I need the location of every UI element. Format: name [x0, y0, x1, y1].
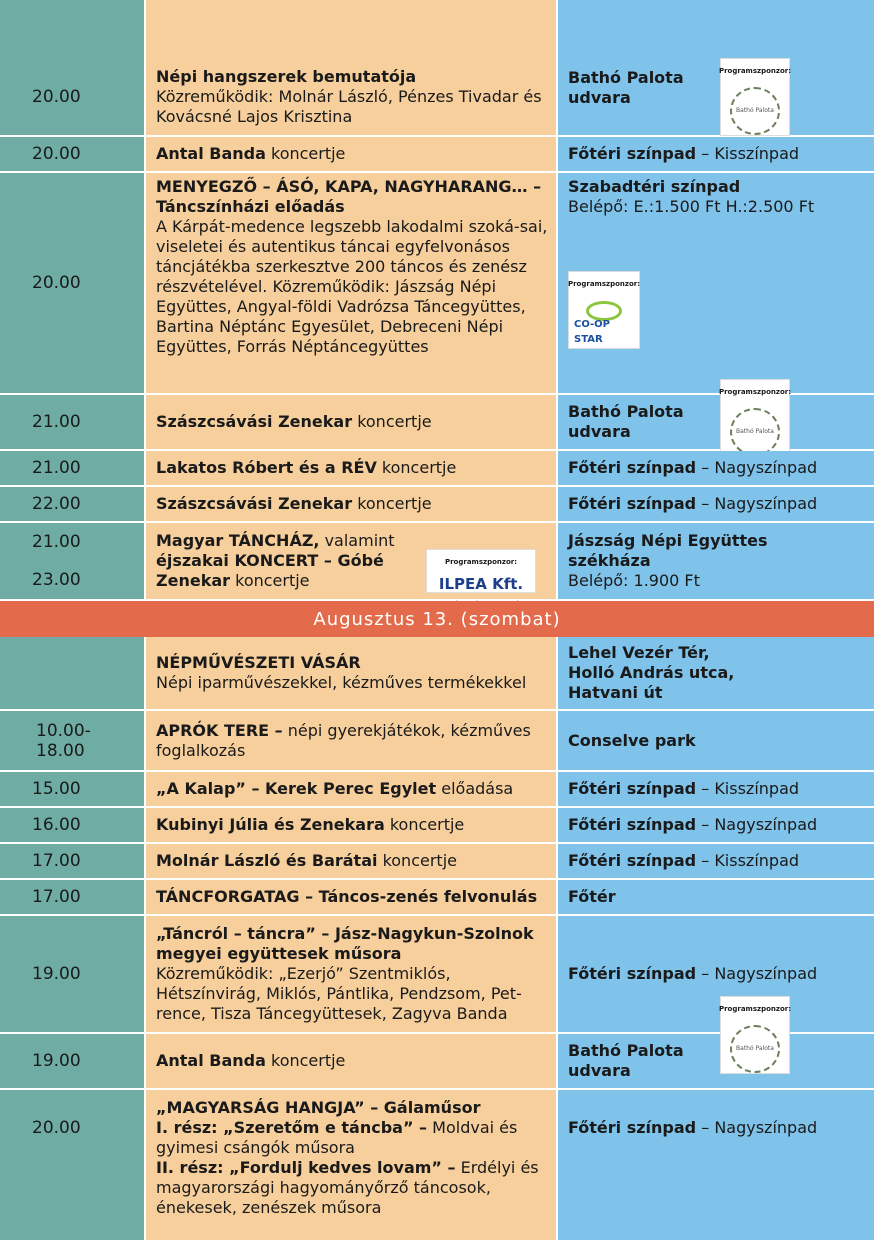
event-title: APRÓK TERE –	[156, 720, 283, 740]
place-name: Főtéri színpad	[568, 458, 697, 477]
event-part-1-title: I. rész: „Szeretőm e táncba” –	[156, 1118, 428, 1137]
place-name: Főtéri színpad	[568, 1118, 697, 1137]
place-name: Bathó Palota udvara	[568, 1041, 684, 1080]
time-cell	[0, 916, 146, 1032]
place-name: Főtéri színpad	[568, 851, 697, 870]
place-detail: – Kisszínpad	[696, 851, 800, 870]
table-row	[0, 880, 874, 916]
time-text: 15.00	[32, 779, 81, 799]
time-cell	[0, 880, 146, 914]
place-detail: – Nagyszínpad	[696, 1118, 818, 1137]
time-cell	[0, 451, 146, 485]
time-cell	[0, 711, 146, 770]
event-title: Molnár László és Barátai	[156, 851, 378, 870]
table-row	[0, 711, 874, 772]
event-description: koncertje	[376, 458, 457, 477]
place-detail: – Nagyszínpad	[696, 494, 818, 513]
sponsor-name: Bathó Palota	[736, 107, 774, 114]
event-title: Magyar TÁNCHÁZ,	[156, 531, 320, 550]
time-cell	[0, 137, 146, 171]
wreath-icon	[730, 87, 780, 135]
event-title: „Táncról – táncra” – Jász-Nagykun-Szolnok megyei együttesek műsora	[156, 924, 534, 963]
event-title: Népi hangszerek bemutatója	[156, 67, 417, 86]
event-cell	[146, 173, 558, 393]
time-cell	[0, 1090, 146, 1240]
place-cell	[558, 772, 874, 806]
sponsor-logo-batho	[720, 996, 790, 1074]
sponsor-logo-coop	[568, 271, 640, 349]
event-description-2: koncertje	[230, 571, 310, 590]
time-text: 19.00	[32, 964, 81, 984]
time-cell	[0, 772, 146, 806]
place-name: Főtéri színpad	[568, 779, 697, 798]
time-cell	[0, 395, 146, 449]
event-description: Közreműködik: „Ezerjó” Szentmiklós, Hétszínvirág, Miklós, Pántlika, Pendzsom, Pet-rence, Tisza Táncegyüttesek, Zagyva Banda	[156, 964, 522, 1023]
sponsor-label: Programszponzor:	[567, 280, 641, 288]
event-description: koncertje	[265, 144, 346, 163]
event-part-2-title: II. rész: „Fordulj kedves lovam” –	[156, 1158, 456, 1177]
event-title-2: éjszakai KONCERT – Góbé Zenekar	[156, 551, 384, 590]
coop-star-icon	[574, 300, 634, 348]
place-name: Jászság Népi Együttes székháza	[568, 531, 768, 570]
table-row	[0, 637, 874, 711]
time-cell	[0, 1034, 146, 1088]
place-detail: Belépő: 1.900 Ft	[568, 571, 700, 590]
event-cell	[146, 137, 558, 171]
event-title: Kubinyi Júlia és Zenekara	[156, 815, 385, 834]
sponsor-label: Programszponzor:	[718, 67, 792, 75]
place-name: Conselve park	[568, 730, 696, 750]
event-description: koncertje	[265, 1051, 346, 1070]
place-cell	[558, 637, 874, 709]
time-text: 22.00	[32, 494, 81, 514]
place-name: Bathó Palota udvara	[568, 67, 684, 107]
wreath-icon	[730, 1025, 780, 1073]
event-cell	[146, 0, 558, 135]
sponsor-label: Programszponzor:	[718, 1005, 792, 1013]
sponsor-name: Bathó Palota	[736, 1045, 774, 1052]
place-cell	[558, 808, 874, 842]
place-name: Lehel Vezér Tér, Holló András utca, Hatvani út	[568, 643, 735, 702]
event-cell	[146, 1090, 558, 1240]
day-header	[0, 601, 874, 637]
event-description: előadása	[436, 779, 514, 798]
time-text: 17.00	[32, 851, 81, 871]
place-cell	[558, 137, 874, 171]
event-description: Népi iparművészekkel, kézműves termékekkel	[156, 673, 527, 692]
event-description: koncertje	[377, 851, 457, 870]
place-name: Bathó Palota udvara	[568, 402, 684, 441]
place-cell	[558, 711, 874, 770]
event-title: NÉPMŰVÉSZETI VÁSÁR	[156, 653, 361, 672]
event-description: koncertje	[384, 815, 465, 834]
time-text: 21.00	[32, 412, 81, 432]
event-cell	[146, 916, 558, 1032]
time-cell	[0, 0, 146, 135]
place-cell	[558, 487, 874, 521]
place-detail: – Nagyszínpad	[696, 815, 818, 834]
time-text: 20.00	[32, 86, 81, 107]
event-cell	[146, 523, 558, 599]
place-name: Főtéri színpad	[568, 494, 697, 513]
place-cell	[558, 880, 874, 914]
event-title: Szászcsávási Zenekar	[156, 412, 353, 431]
place-detail: – Nagyszínpad	[696, 964, 818, 983]
table-row	[0, 1090, 874, 1240]
time-cell	[0, 487, 146, 521]
time-text: 19.00	[32, 1051, 81, 1071]
place-name: Főtéri színpad	[568, 815, 697, 834]
time-text: 21.00	[32, 532, 81, 552]
table-row	[0, 808, 874, 844]
sponsor-name: ILPEA Kft.	[438, 575, 524, 593]
event-cell	[146, 808, 558, 842]
place-cell	[558, 916, 874, 1052]
event-title: Antal Banda	[156, 144, 266, 163]
event-cell	[146, 772, 558, 806]
time-text: 20.00	[32, 1118, 81, 1138]
sponsor-label: Programszponzor:	[718, 388, 792, 396]
time-cell	[0, 523, 146, 599]
event-title: MENYEGZŐ – ÁSÓ, KAPA, NAGYHARANG… – Táncszínházi előadás	[156, 177, 542, 216]
event-cell	[146, 880, 558, 914]
table-row	[0, 137, 874, 173]
table-row	[0, 844, 874, 880]
place-name: Főtér	[568, 887, 616, 906]
place-cell	[558, 173, 874, 393]
table-row	[0, 772, 874, 808]
time-text: 21.00	[32, 458, 81, 478]
event-cell	[146, 711, 558, 770]
place-cell	[558, 844, 874, 878]
place-name: Főtéri színpad	[568, 964, 697, 983]
event-title: „A Kalap” – Kerek Perec Egylet	[156, 779, 437, 798]
place-detail: Belépő: E.:1.500 Ft H.:2.500 Ft	[568, 197, 815, 216]
time-text: 10.00-18.00	[36, 720, 91, 761]
time-cell	[0, 637, 146, 709]
time-text: 16.00	[32, 815, 81, 835]
event-title: Antal Banda	[156, 1051, 266, 1070]
table-row	[0, 451, 874, 487]
time-text-2: 23.00	[32, 570, 81, 590]
sponsor-label: Programszponzor:	[444, 558, 518, 566]
table-row	[0, 0, 874, 137]
event-description: valamint	[319, 531, 395, 550]
time-cell	[0, 173, 146, 393]
table-row	[0, 388, 874, 451]
sponsor-name: Bathó Palota	[736, 428, 774, 435]
place-detail: – Nagyszínpad	[696, 458, 818, 477]
event-cell	[146, 637, 558, 709]
event-description: Közreműködik: Molnár László, Pénzes Tivadar és Kovácsné Lajos Krisztina	[156, 87, 542, 126]
time-cell	[0, 808, 146, 842]
place-cell	[558, 1090, 874, 1240]
time-text: 20.00	[32, 273, 81, 293]
event-description: A Kárpát-medence legszebb lakodalmi szoká-sai, viseletei és autentikus táncai egyfelvonásos táncjátékba szerkesztve 200 táncos és zenész részvételével. Közreműködik: Jászság Népi Együttes, Angyal-földi Vadrózsa Táncegyüttes, Bartina Néptánc Egyesület, Debreceni Népi Együttes, Forrás Néptáncegyüttes	[156, 217, 548, 356]
place-cell	[558, 0, 874, 135]
table-row	[0, 523, 874, 601]
event-cell	[146, 1034, 558, 1088]
place-cell	[558, 523, 874, 599]
sponsor-logo-batho	[720, 379, 790, 457]
time-cell	[0, 844, 146, 878]
sponsor-logo-ilpea	[426, 549, 536, 593]
event-cell	[146, 487, 558, 521]
event-description: koncertje	[352, 412, 432, 431]
table-row	[0, 916, 874, 1052]
wreath-icon	[730, 408, 780, 456]
event-description: népi gyerekjátékok, kézműves foglalkozás	[156, 720, 531, 760]
event-cell	[146, 844, 558, 878]
table-row	[0, 487, 874, 523]
event-title: „MAGYARSÁG HANGJA” – Gálaműsor	[156, 1098, 481, 1117]
sponsor-logo-batho	[720, 58, 790, 136]
place-detail: – Kisszínpad	[696, 144, 800, 163]
event-title: TÁNCFORGATAG – Táncos-zenés felvonulás	[156, 887, 538, 906]
event-title: Lakatos Róbert és a RÉV	[156, 458, 377, 477]
place-name: Szabadtéri színpad	[568, 177, 741, 196]
event-title: Szászcsávási Zenekar	[156, 494, 353, 513]
time-text: 17.00	[32, 887, 81, 907]
sponsor-name: CO-OP STAR	[574, 319, 611, 345]
event-part-1-desc: Moldvai és gyimesi csángók műsora	[156, 1118, 518, 1157]
table-row	[0, 173, 874, 395]
place-detail: – Kisszínpad	[696, 779, 800, 798]
event-cell	[146, 451, 558, 485]
time-text: 20.00	[32, 144, 81, 164]
place-cell	[558, 451, 874, 485]
event-description: koncertje	[352, 494, 432, 513]
place-cell	[558, 1034, 874, 1088]
place-cell	[558, 388, 874, 449]
event-cell	[146, 395, 558, 449]
day-header-text: Augusztus 13. (szombat)	[313, 608, 561, 630]
event-part-2-desc: Erdélyi és magyarországi hagyományőrző táncosok, énekesek, zenészek műsora	[156, 1158, 539, 1217]
place-name: Főtéri színpad	[568, 144, 697, 163]
